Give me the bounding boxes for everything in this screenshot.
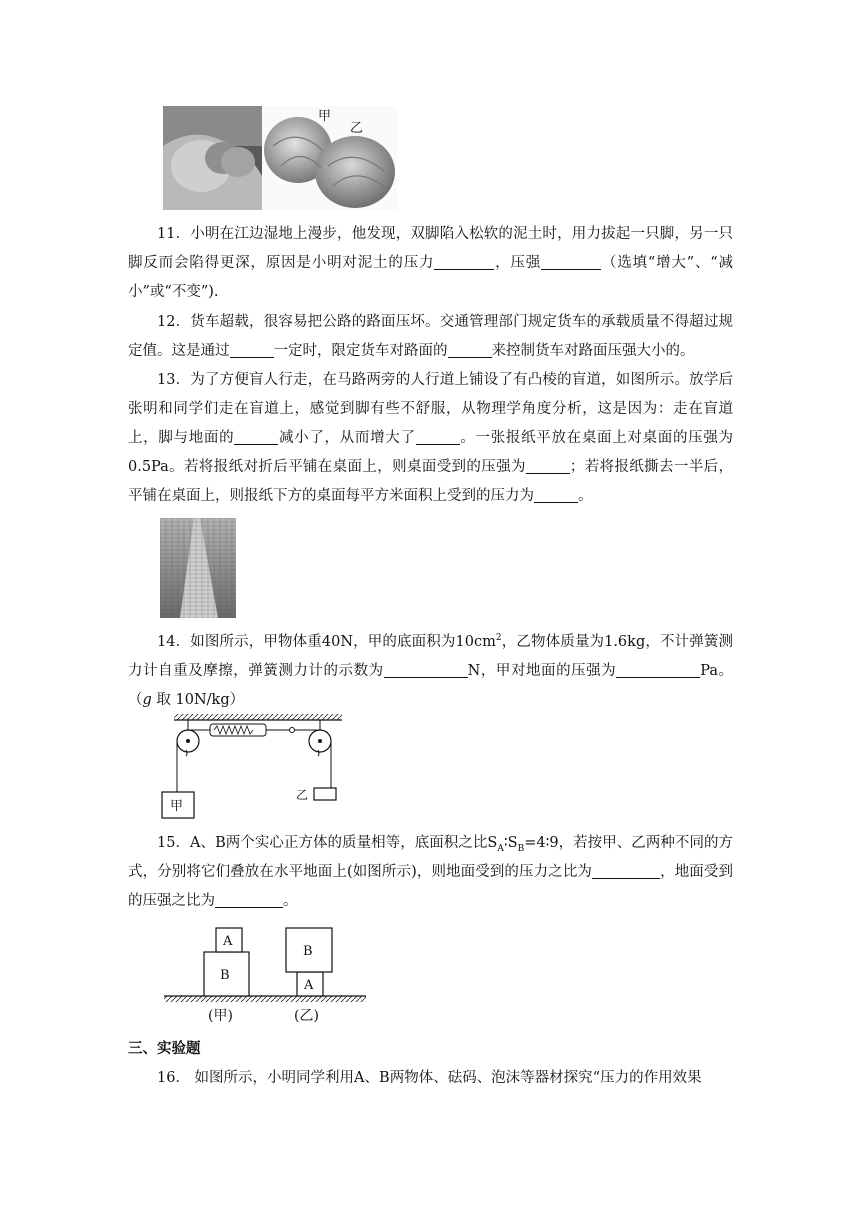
pulley-label-yi: 乙: [296, 788, 309, 802]
q13-blank-2[interactable]: [416, 428, 460, 445]
stacked-cubes-figure: [164, 924, 366, 1028]
question-12: 12．货车超载，很容易把公路的路面压坏。交通管理部门规定货车的承载质量不得超过规定值。这是通过 一定时，限定货车对路面的 来控制货车对路面压强大小的。: [128, 314, 733, 359]
question-11: 11．小明在江边湿地上漫步，他发现，双脚陷入松软的泥土时，用力拔起一只脚，另一只脚反而会陷得更深，原因是小明对泥土的压力 ，压强 （选填“增大”、“减小”或“不变”).: [128, 226, 733, 300]
blind-path-photo: [160, 518, 236, 618]
question-14: 14．如图所示，甲物体重40N，甲的底面积为$10cm^2$，乙物体质量为1.6kg，不计弹簧测力计自重及摩擦，弹簧测力计的示数为 N，甲对地面的压强为 Pa。（g 取 10N/kg）: [128, 633, 734, 708]
fig-yi-B: B: [303, 944, 313, 959]
q11-blank-1[interactable]: [434, 253, 494, 270]
q13-number: 13．: [157, 372, 191, 388]
fig-caption-yi: (乙): [294, 1008, 319, 1024]
section-heading: 三、实验题: [128, 1040, 201, 1057]
question-13: 13．为了方便盲人行走，在马路两旁的人行道上铺设了有凸棱的盲道，如图所示。放学后张明和同学们走在盲道上，感觉到脚有些不舒服，从物理学角度分析，这是因为：走在盲道上，脚与地面的 减小了，从而增大了 。一张报纸平放在桌面上对桌面的压强为0.5Pa。若将报纸对折后平铺在桌面上，则桌面受到的压强为 ；若将报纸撕去一半后，平铺在桌面上，则报纸下方的桌面每平方米面积上受到的压力为 。: [128, 372, 734, 504]
fig-caption-jia: (甲): [208, 1008, 233, 1024]
pulley-spring-figure: [160, 712, 345, 820]
q13-blank-3[interactable]: [526, 457, 570, 474]
q14-blank-1[interactable]: [384, 661, 468, 678]
q12-number: 12．: [157, 314, 191, 330]
question-15: 15．A、B两个实心正方体的质量相等，底面积之比$S_A∶S_B=4∶9$，若按甲、乙两种不同的方式，分别将它们叠放在水平地面上(如图所示)，则地面受到的压力之比为 ，地面受到的压强之比为 。: [128, 835, 734, 909]
q12-blank-2[interactable]: [448, 341, 492, 358]
q11-blank-2[interactable]: [541, 253, 601, 270]
q15-number: 15．: [157, 835, 191, 851]
q15-blank-1[interactable]: [592, 862, 660, 879]
q13-blank-4[interactable]: [534, 486, 578, 503]
q11-number: 11．: [157, 226, 191, 242]
walnut-label-yi: 乙: [350, 121, 364, 136]
walnut-photo: [163, 106, 397, 210]
pulley-label-jia: 甲: [170, 799, 184, 814]
fig-yi-A: A: [304, 978, 314, 993]
q14-blank-2[interactable]: [616, 661, 700, 678]
q16-number: 16．: [157, 1070, 190, 1086]
q14-number: 14．: [157, 634, 191, 650]
walnut-label-jia: 甲: [318, 109, 332, 124]
q12-blank-1[interactable]: [230, 341, 274, 358]
fig-jia-A: A: [223, 934, 233, 949]
q15-blank-2[interactable]: [215, 891, 283, 908]
q13-blank-1[interactable]: [234, 428, 278, 445]
question-16: 16． 如图所示，小明同学利用A、B两物体、砝码、泡沫等器材探究“压力的作用效果: [157, 1070, 702, 1086]
fig-jia-B: B: [220, 968, 230, 983]
